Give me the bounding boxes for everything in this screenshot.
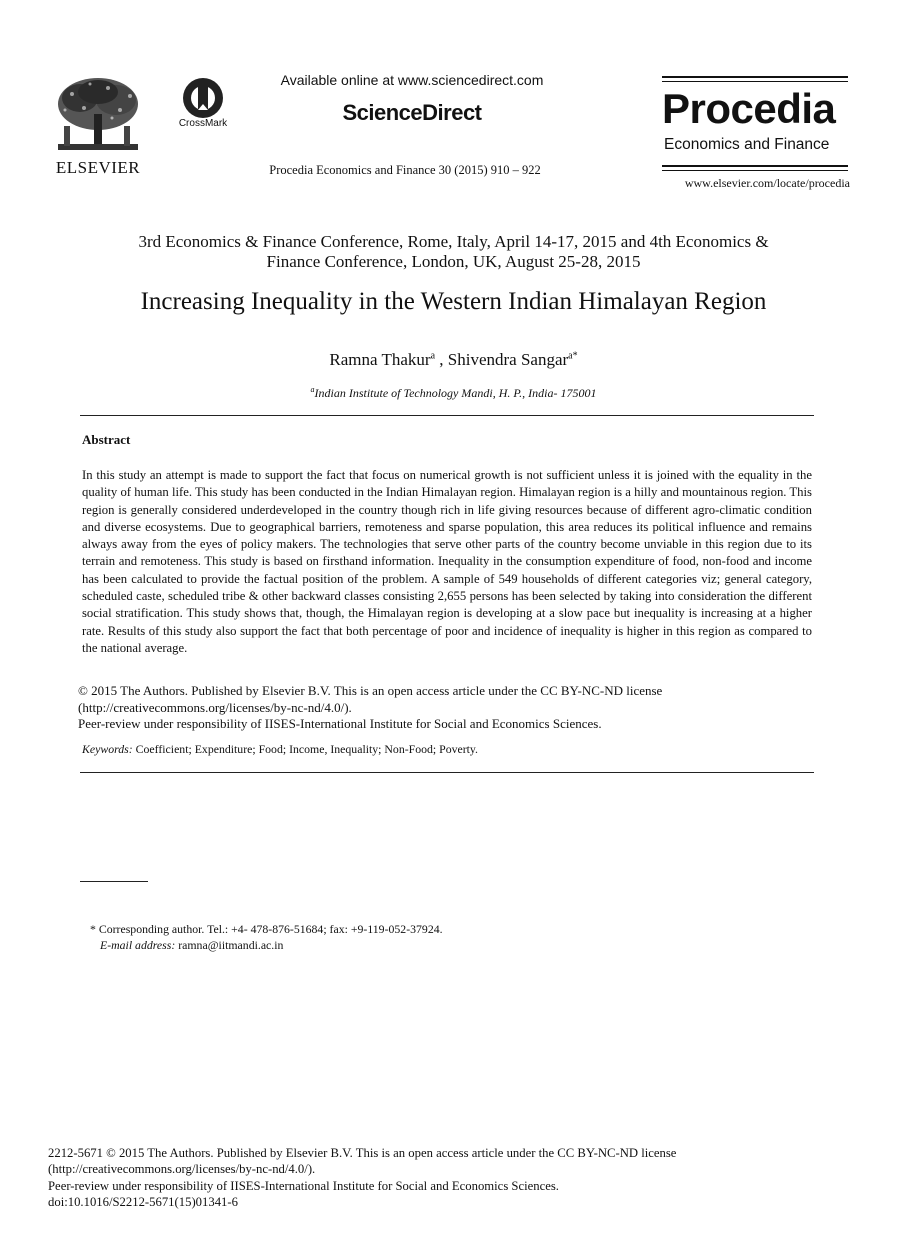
crossmark-label: CrossMark bbox=[178, 118, 228, 129]
procedia-logo-subtitle: Economics and Finance bbox=[664, 136, 830, 153]
affiliation-text: Indian Institute of Technology Mandi, H. P., India- 175001 bbox=[314, 386, 597, 400]
tree-icon bbox=[50, 74, 146, 158]
procedia-logo-title: Procedia bbox=[662, 85, 836, 132]
journal-reference: Procedia Economics and Finance 30 (2015) 910 – 922 bbox=[269, 163, 541, 177]
copyright-notice bbox=[78, 683, 818, 733]
conference-line-2: Finance Conference, London, UK, August 25-28, 2015 bbox=[266, 252, 641, 271]
available-online-text: Available online at www.sciencedirect.com bbox=[280, 72, 544, 88]
paren-open: ( bbox=[78, 699, 83, 715]
author-affiliation-mark: a bbox=[430, 350, 436, 362]
paper-title: Increasing Inequality in the Western Indian Himalayan Region bbox=[140, 288, 767, 315]
procedia-url[interactable]: www.elsevier.com/locate/procedia bbox=[684, 176, 850, 190]
paren-open: ( bbox=[48, 1162, 53, 1177]
section-divider-bottom bbox=[80, 772, 814, 773]
corresponding-contact: * Corresponding author. Tel.: +4- 478-876-51684; fax: +9-119-052-37924. bbox=[90, 922, 443, 936]
author-list bbox=[60, 350, 847, 370]
elsevier-wordmark: ELSEVIER bbox=[55, 158, 141, 177]
keywords bbox=[82, 742, 812, 757]
keywords-label: Keywords: bbox=[82, 742, 133, 756]
procedia-top-rule-thin bbox=[662, 81, 848, 82]
copyright-line: © 2015 The Authors. Published by Elsevier B.V. This is an open access article under the CC BY-NC-ND license bbox=[78, 683, 663, 698]
author-name: Shivendra Sangar bbox=[447, 350, 569, 369]
author-separator: , bbox=[435, 350, 448, 369]
email-address[interactable]: ramna@iitmandi.ac.in bbox=[175, 938, 284, 952]
author-affiliation-mark: a* bbox=[568, 350, 578, 362]
affiliation-mark: a bbox=[310, 385, 315, 394]
author-name: Ramna Thakur bbox=[329, 350, 431, 369]
issn-copyright-line: 2212-5671 © 2015 The Authors. Published by Elsevier B.V. This is an open access article under the CC BY-NC-ND license bbox=[48, 1146, 677, 1160]
conference-line-1: 3rd Economics & Finance Conference, Rome, Italy, April 14-17, 2015 and 4th Economics & bbox=[138, 232, 769, 251]
paren-close: ). bbox=[307, 1162, 316, 1177]
affiliation bbox=[60, 385, 847, 401]
paren-close: ). bbox=[344, 699, 352, 715]
page-bottom-notice bbox=[48, 1145, 868, 1211]
abstract-text: In this study an attempt is made to support the fact that focus on numerical growth is not sufficient unless it is joined with the equality in the quality of human life. This study has been conducted in the Indian Himalayan region. Himalayan region is a hilly and mountainous region. This region is generally considered underdeveloped in the country though rich in life giving resources because of different agro-climatic condition and diverse ecosystems. Due to geographical barriers, remoteness and sparse population, this area reduces its political influence and remains always away from the eyes of policy makers. The technologies that serve other parts of the country become unviable in this region due to its terrain and remoteness. This study is based on firsthand information. Inequality in the consumption expenditure of food, non-food and income has been calculated to provide the factual position of the problem. A sample of 549 households of different categories viz; general category, scheduled caste, scheduled tribe & other backward classes consisting 2,655 persons has been selected by taking into consideration the different social stratification. This study shows that, though, the Himalayan region is developing at a slow pace but inequality is increasing at a higher rate. Results of this study also support the fact that both percentage of poor and incidence of inequality is higher in this region as compared to the national average. bbox=[82, 468, 812, 655]
peer-review-note: Peer-review under responsibility of IISES-International Institute for Social and Economics Sciences. bbox=[78, 716, 602, 731]
procedia-bottom-rule bbox=[662, 165, 848, 167]
procedia-top-rule bbox=[662, 76, 848, 78]
crossmark-icon bbox=[179, 76, 227, 120]
section-divider-top bbox=[80, 415, 814, 416]
corresponding-author-footnote bbox=[90, 921, 790, 953]
abstract-heading: Abstract bbox=[82, 432, 131, 447]
keywords-list: Coefficient; Expenditure; Food; Income, Inequality; Non-Food; Poverty. bbox=[132, 742, 479, 756]
peer-review-note: Peer-review under responsibility of IISES-International Institute for Social and Economics Sciences. bbox=[48, 1178, 559, 1193]
doi[interactable]: doi:10.1016/S2212-5671(15)01341-6 bbox=[48, 1195, 238, 1210]
procedia-bottom-rule-thin bbox=[662, 170, 848, 171]
sciencedirect-logo: ScienceDirect bbox=[342, 100, 482, 125]
conference-info bbox=[80, 232, 827, 272]
license-link[interactable]: http://creativecommons.org/licenses/by-nc-nd/4.0/ bbox=[52, 1162, 308, 1177]
footnote-rule bbox=[80, 881, 148, 882]
license-link[interactable]: http://creativecommons.org/licenses/by-nc-nd/4.0/ bbox=[82, 699, 345, 715]
email-label: E-mail address: bbox=[100, 938, 176, 952]
